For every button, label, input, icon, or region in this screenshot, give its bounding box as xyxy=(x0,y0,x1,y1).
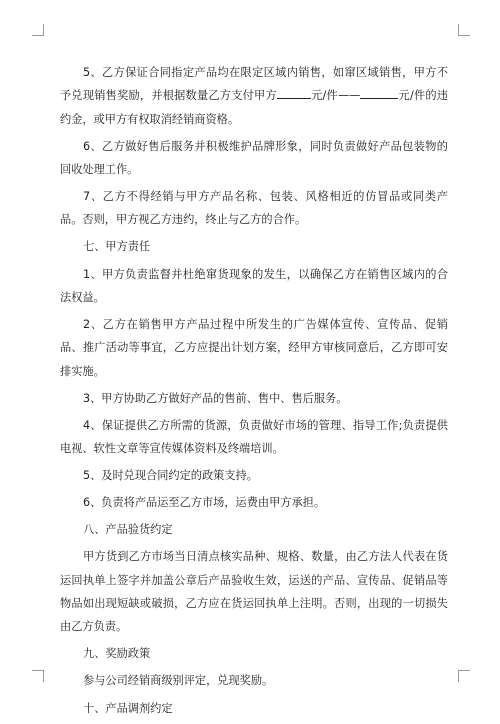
crop-mark-top-right xyxy=(458,24,470,36)
crop-mark-bottom-right xyxy=(458,670,470,682)
fill-blank-amount-1 xyxy=(277,87,311,99)
reward-clause: 参与公司经销商级别评定，兑现奖励。 xyxy=(83,674,274,688)
fill-blank-amount-2 xyxy=(360,87,398,99)
clause-6: 6、乙方做好售后服务并积极维护品牌形象，同时负责做好产品包装物的回收处理工作。 xyxy=(60,139,448,176)
clause-5 xyxy=(60,61,448,131)
section-heading-8: 八、产品验货约定 xyxy=(83,523,173,537)
section-heading-9: 九、奖励政策 xyxy=(83,647,151,661)
section-heading-7: 七、甲方责任 xyxy=(83,240,151,254)
inspection-clause: 甲方货到乙方市场当日清点核实品种、规格、数量，由乙方法人代表在货运回执单上签字并加盖公章后产品验收生效，运送的产品、宣传品、促销品等物品如出现短缺或破损，乙方应在货运回执单上注明。否则，出现的一切损失由乙方负责。 xyxy=(60,550,448,634)
party-a-duty-1: 1、甲方负责监督并杜绝窜货现象的发生，以确保乙方在销售区域内的合法权益。 xyxy=(60,267,448,304)
document-body xyxy=(60,61,448,724)
clause-5-text-a: 5、乙方保证合同指定产品均在限定区域内销售，如窜区域销售，甲方不予兑现销售奖励，并根据数量乙方支付甲方 xyxy=(60,66,448,103)
section-heading-10: 十、产品调剂约定 xyxy=(83,701,173,715)
crop-mark-top-left xyxy=(32,24,44,36)
party-a-duty-3: 3、甲方协助乙方做好产品的售前、售中、售后服务。 xyxy=(83,391,348,405)
party-a-duty-2: 2、乙方在销售甲方产品过程中所发生的广告媒体宣传、宣传品、促销品、推广活动等事宜，乙方应提出计划方案，经甲方审核同意后，乙方即可安排实施。 xyxy=(60,317,448,378)
clause-5-text-c: 元/件的违约金，或甲方有权取消经销商资格。 xyxy=(60,89,448,126)
party-a-duty-4: 4、保证提供乙方所需的货源，负责做好市场的管理、指导工作;负责提供电视、软性文章等宣传媒体资料及终端培训。 xyxy=(60,418,448,456)
clause-7: 7、乙方不得经销与甲方产品名称、包装、风格相近的仿冒品或同类产品。否则，甲方视乙方违约，终止与乙方的合作。 xyxy=(60,190,448,227)
clause-5-text-b: 元/件—— xyxy=(310,89,361,103)
party-a-duty-6: 6、负责将产品运至乙方市场，运费由甲方承担。 xyxy=(83,496,326,510)
crop-mark-bottom-left xyxy=(32,670,44,682)
party-a-duty-5: 5、及时兑现合同约定的政策支持。 xyxy=(83,469,258,483)
